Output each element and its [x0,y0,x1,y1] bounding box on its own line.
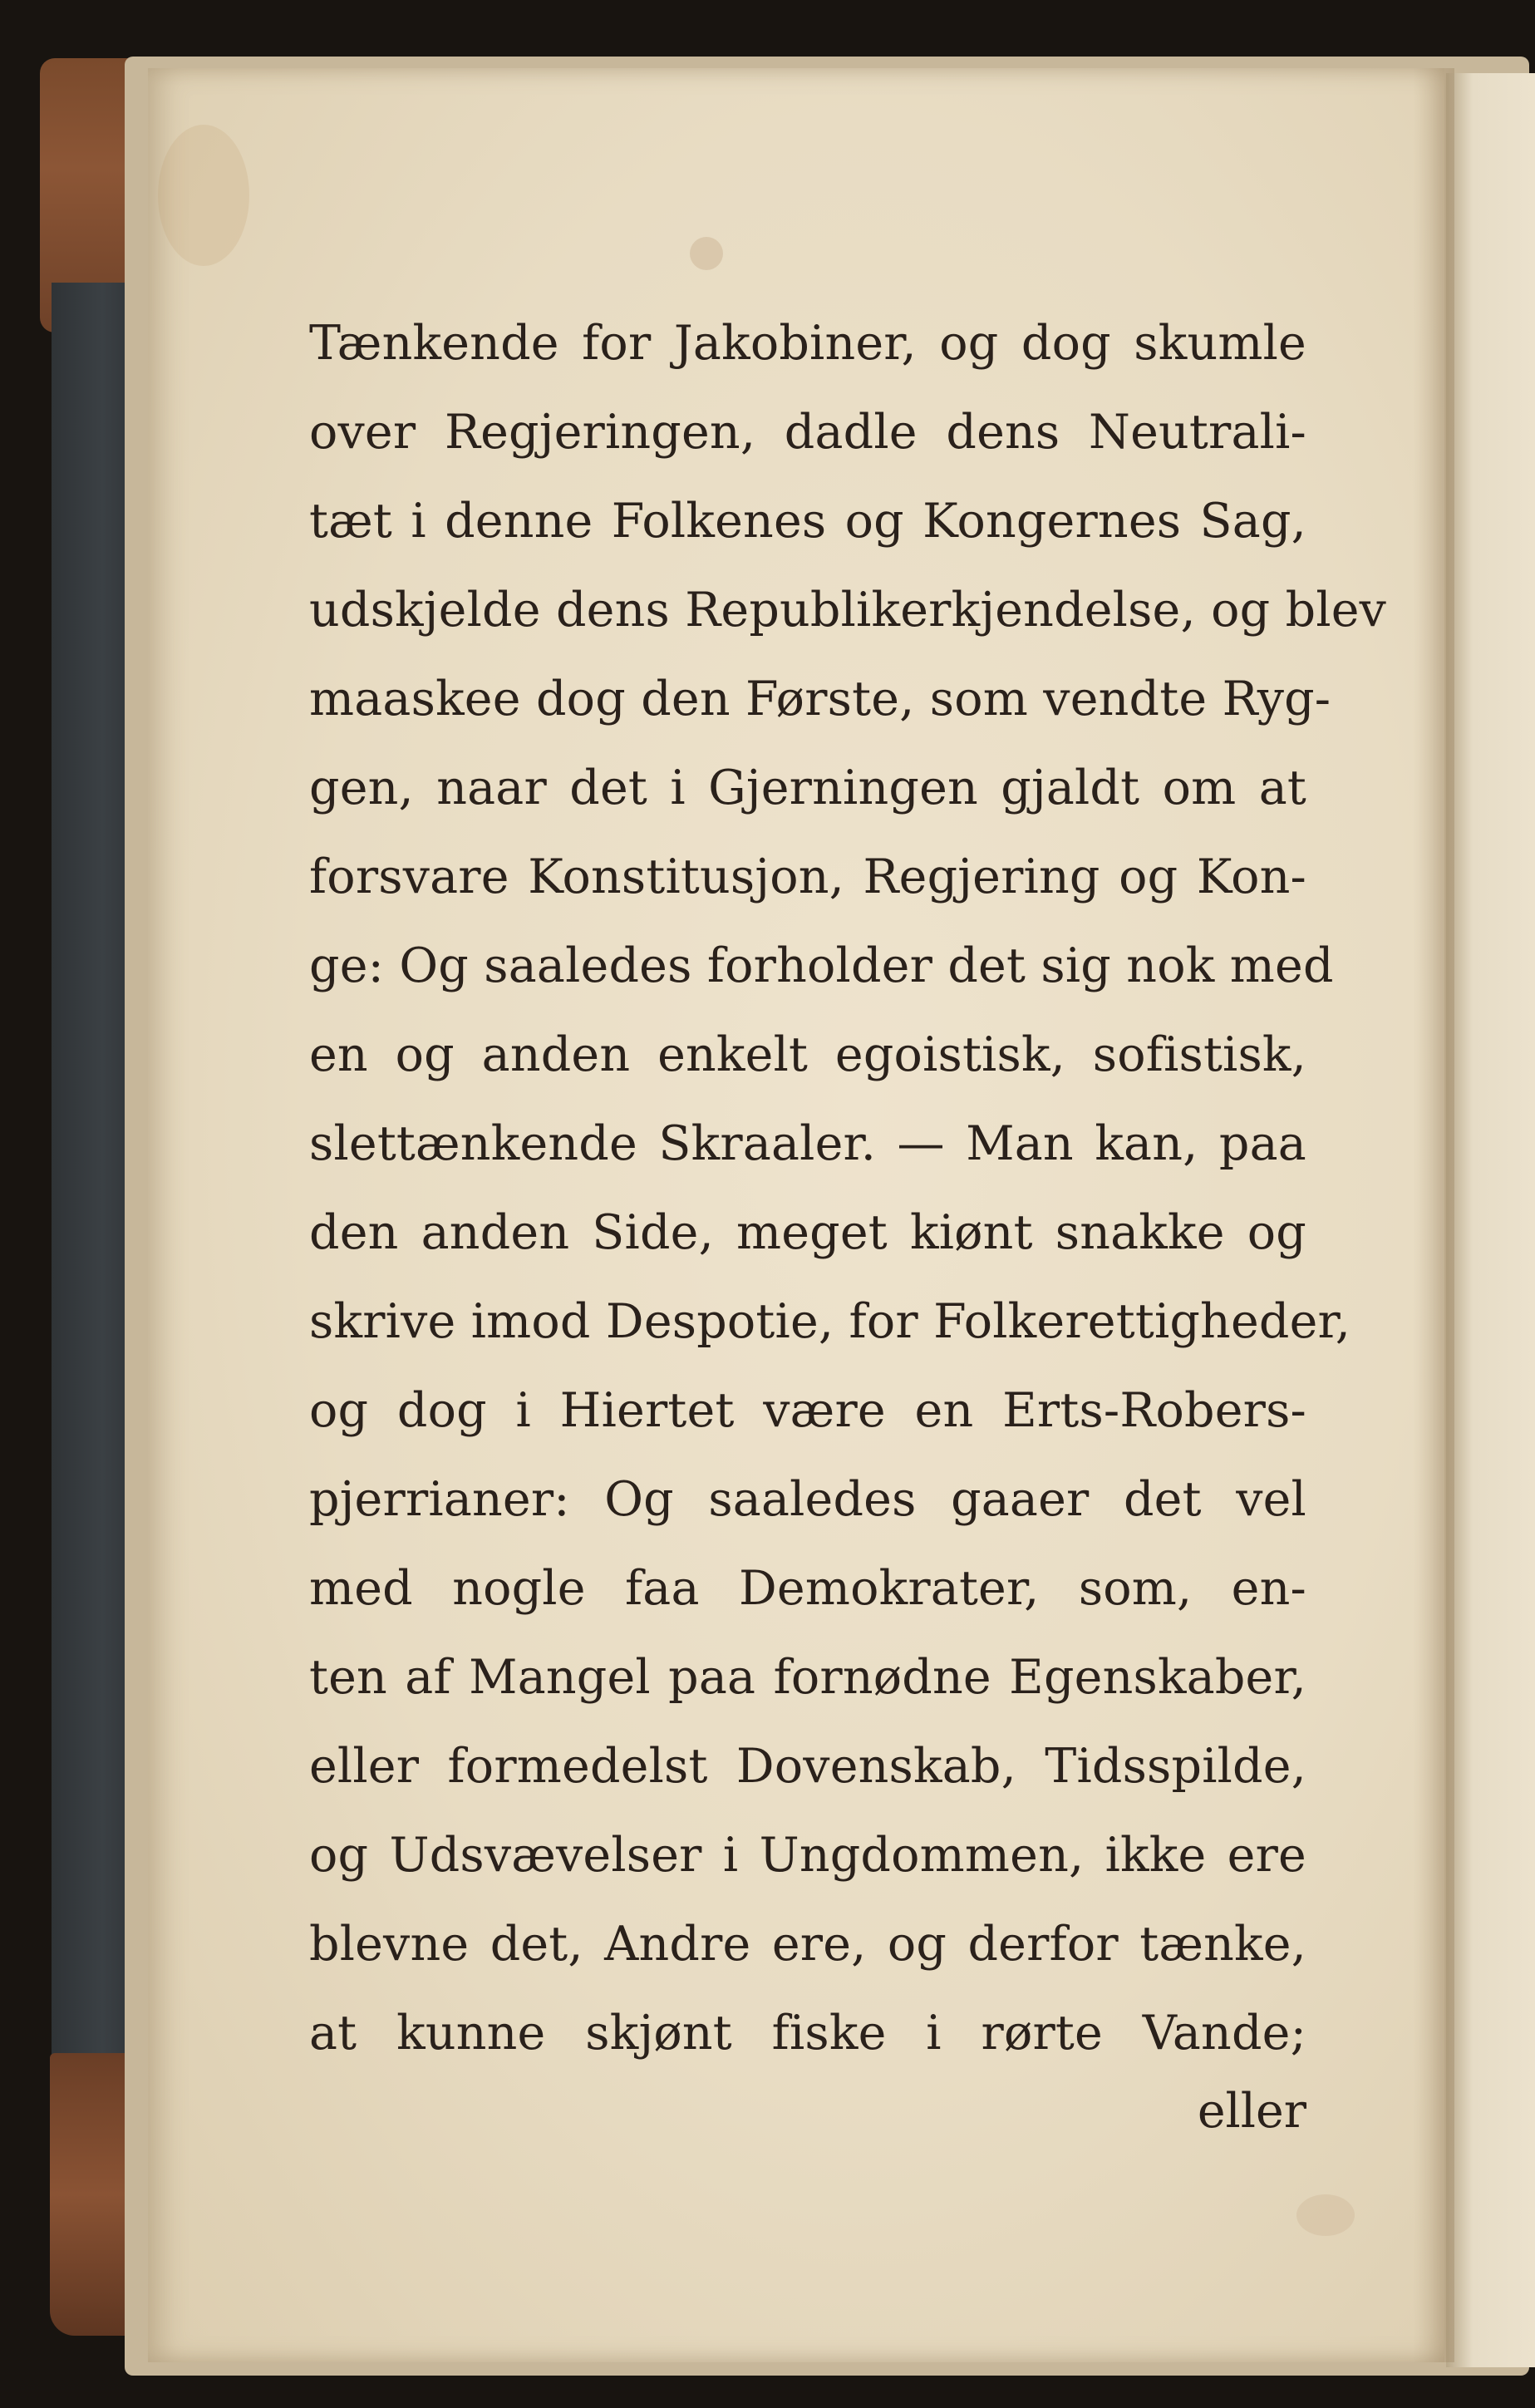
text-line: og Udsvævelser i Ungdommen, ikke ere [309,1828,1306,1883]
text-line: blevne det, Andre ere, og derfor tænke, [309,1917,1306,1972]
text-line: gen, naar det i Gjerningen gjaldt om at [309,761,1306,815]
text-line: med nogle faa Demokrater, som, en- [309,1561,1306,1616]
text-line: udskjelde dens Republikerkjendelse, og blev [309,583,1387,638]
text-line: og dog i Hiertet være en Erts-Robers- [309,1383,1306,1438]
text-line: over Regjeringen, dadle dens Neutrali- [309,405,1306,460]
text-line: forsvare Konstitusjon, Regjering og Kon- [309,849,1306,904]
facing-page-edge [1446,73,1535,2367]
text-line: ge: Og saaledes forholder det sig nok med [309,938,1334,993]
text-line: tæt i denne Folkenes og Kongernes Sag, [309,494,1306,549]
catchword: eller [1197,2084,1306,2139]
text-line: ten af Mangel paa fornødne Egenskaber, [309,1650,1306,1705]
text-line: skrive imod Despotie, for Folkerettigheder, [309,1294,1351,1349]
gutter-shadow [1413,68,1454,2362]
text-line: at kunne skjønt fiske i rørte Vande; [309,2006,1306,2061]
paper-stain [1296,2194,1355,2236]
text-line: pjerrianer: Og saaledes gaaer det vel [309,1472,1306,1527]
paper-stain [158,125,249,266]
text-line: den anden Side, meget kiønt snakke og [309,1205,1306,1260]
page-text [309,299,1387,2078]
text-line: slettænkende Skraaler. — Man kan, paa [309,1116,1306,1171]
text-line: eller formedelst Dovenskab, Tidsspilde, [309,1739,1306,1794]
text-line: Tænkende for Jakobiner, og dog skumle [309,316,1306,371]
text-line: maaskee dog den Første, som vendte Ryg- [309,672,1331,726]
paper-stain [690,237,723,270]
text-line: en og anden enkelt egoistisk, sofistisk, [309,1027,1306,1082]
